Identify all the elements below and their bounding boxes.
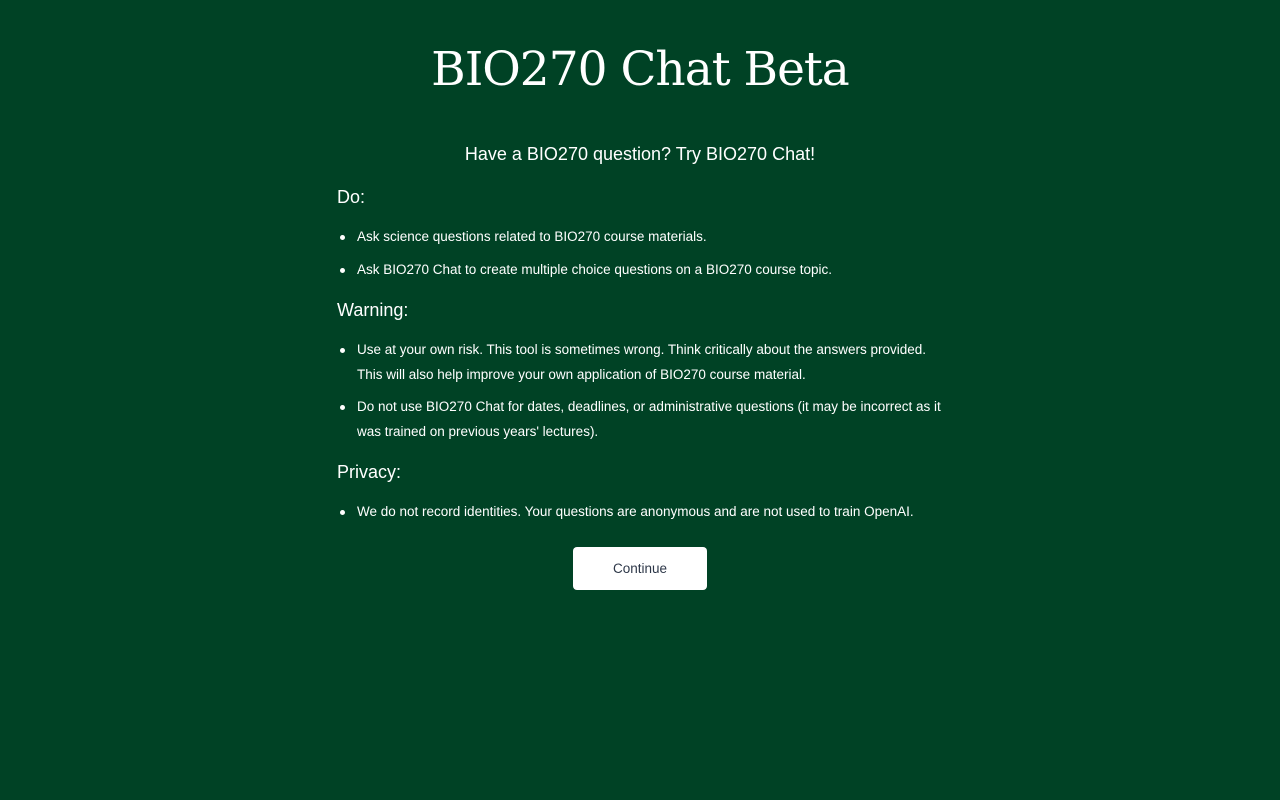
warning-heading: Warning: [337,300,409,320]
do-heading: Do: [337,187,366,207]
warning-list [337,338,943,444]
bullet-icon [340,235,345,240]
list-item-text: We do not record identities. Your questions are anonymous and are not used to train OpenAI. [357,504,914,519]
page-title: BIO270 Chat Beta [431,42,849,97]
bullet-icon [340,510,345,515]
list-item [337,225,943,250]
continue-button[interactable]: Continue [573,547,707,590]
list-item-text: Do not use BIO270 Chat for dates, deadlines, or administrative questions (it may be incorrect as it was trained on previous years' lectures). [357,399,941,439]
list-item [337,395,943,444]
info-panel [337,140,943,525]
tagline: Have a BIO270 question? Try BIO270 Chat! [464,144,816,164]
list-item-text: Ask science questions related to BIO270 course materials. [357,229,707,244]
list-item-text: Use at your own risk. This tool is sometimes wrong. Think critically about the answers provided. This will also help improve your own application of BIO270 course material. [357,342,926,382]
do-list [337,225,943,282]
privacy-heading: Privacy: [337,462,402,482]
bullet-icon [340,405,345,410]
list-item-text: Ask BIO270 Chat to create multiple choice questions on a BIO270 course topic. [357,261,833,277]
privacy-list [337,500,943,525]
bullet-icon [340,348,345,353]
list-item [337,338,943,387]
bullet-icon [340,268,345,273]
list-item [337,258,943,283]
list-item [337,500,943,525]
actions [573,547,707,590]
